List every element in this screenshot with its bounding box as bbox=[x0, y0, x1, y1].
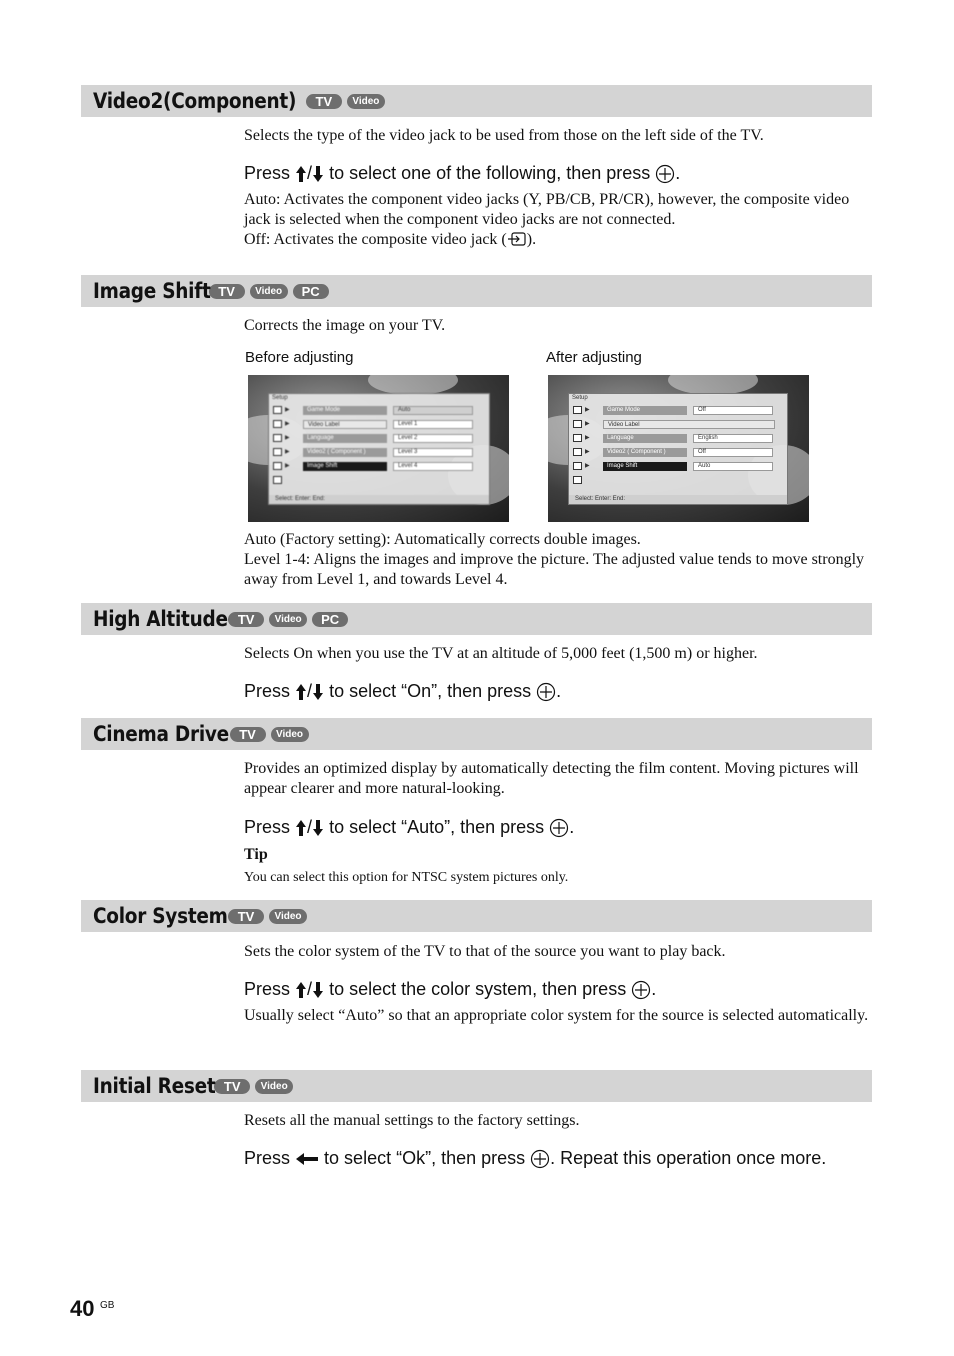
input-badges bbox=[214, 1079, 293, 1094]
section-title: Cinema Drive bbox=[93, 722, 229, 746]
section-header-cinema-drive bbox=[81, 718, 872, 750]
off-text-start: Off: Activates the composite video jack ( bbox=[244, 231, 507, 248]
video-badge: Video bbox=[347, 94, 385, 109]
enter-button-icon bbox=[530, 1147, 550, 1169]
section-note: Usually select “Auto” so that an appropriate color system for the source is selected automatically. bbox=[244, 1007, 869, 1024]
up-arrow-icon bbox=[295, 162, 307, 184]
section-title: Image Shift bbox=[93, 279, 211, 303]
instruction-text: to select the color system, then press bbox=[329, 979, 627, 1000]
setup-menu: Setup ▶ ▶ ▶ ▶ ▶ Game Mode Video Label Language Video2 ( Component ) Image Shift Auto Level 1 Level 2 Level 3 Level 4 Select: Enter: End: bbox=[268, 393, 490, 505]
section-title: Initial Reset bbox=[93, 1074, 216, 1098]
input-badges bbox=[209, 284, 329, 299]
video-badge: Video bbox=[271, 727, 309, 742]
menu-row: Image Shift bbox=[603, 462, 687, 471]
tip-text: You can select this option for NTSC system pictures only. bbox=[244, 870, 569, 885]
level-option-text: Level 1-4: Aligns the images and improve the picture. The adjusted value tends to move strongly away from Level 1, and towards Level 4. bbox=[244, 551, 865, 588]
picture-icon bbox=[273, 406, 282, 414]
off-text-end: ). bbox=[526, 231, 537, 248]
menu-option: Level 1 bbox=[393, 420, 473, 429]
page-number: 40 bbox=[70, 1296, 95, 1321]
pc-setup-icon bbox=[573, 476, 582, 484]
instruction-text: to select “Auto”, then press bbox=[329, 817, 545, 838]
press-word: Press bbox=[244, 1148, 291, 1169]
sound-icon bbox=[573, 420, 582, 428]
up-arrow-icon bbox=[295, 978, 307, 1000]
input-badges bbox=[306, 94, 385, 109]
channel-icon bbox=[573, 448, 582, 456]
tv-badge: TV bbox=[214, 1079, 250, 1094]
instruction-line bbox=[244, 162, 680, 184]
section-description: Selects On when you use the TV at an altitude of 5,000 feet (1,500 m) or higher. bbox=[244, 645, 758, 662]
tip-title: Tip bbox=[244, 846, 268, 863]
left-arrow-icon bbox=[295, 1147, 319, 1169]
section-description: Sets the color system of the TV to that of the source you want to play back. bbox=[244, 943, 726, 960]
off-option-text bbox=[244, 230, 874, 253]
menu-footer: Select: Enter: End: bbox=[269, 495, 489, 504]
up-arrow-icon bbox=[295, 680, 307, 702]
tv-badge: TV bbox=[228, 612, 264, 627]
menu-row: Video2 ( Component ) bbox=[603, 448, 687, 457]
slash: / bbox=[307, 163, 313, 184]
instruction-line bbox=[244, 978, 656, 1000]
enter-button-icon bbox=[549, 816, 569, 838]
setup-icon bbox=[573, 462, 582, 470]
enter-button-icon bbox=[655, 162, 675, 184]
period: . bbox=[569, 817, 575, 838]
pc-badge: PC bbox=[312, 612, 348, 627]
instruction-line bbox=[244, 1147, 826, 1169]
enter-button-icon bbox=[631, 978, 651, 1000]
down-arrow-icon bbox=[312, 680, 324, 702]
menu-row: Game Mode bbox=[603, 406, 687, 415]
down-arrow-icon bbox=[312, 816, 324, 838]
menu-value: Off bbox=[693, 448, 773, 457]
menu-option: Level 2 bbox=[393, 434, 473, 443]
input-badges bbox=[228, 612, 348, 627]
section-description: Corrects the image on your TV. bbox=[244, 317, 446, 334]
page-region-code: GB bbox=[100, 1300, 115, 1311]
menu-header: Setup bbox=[272, 395, 288, 401]
auto-option-text: Auto (Factory setting): Automatically corrects double images. bbox=[244, 531, 641, 548]
before-adjusting-screenshot bbox=[248, 375, 509, 522]
section-header-initial-reset bbox=[81, 1070, 872, 1102]
menu-value: Auto bbox=[693, 462, 773, 471]
menu-value: English bbox=[693, 434, 773, 443]
setup-menu: Setup ▶ ▶ ▶ ▶ ▶ Game Mode Video Label Language Video2 ( Component ) Image Shift Off English Off Auto Select: Enter: End: bbox=[568, 393, 788, 505]
tv-badge: TV bbox=[306, 94, 342, 109]
menu-header: Setup bbox=[572, 395, 588, 401]
section-description: Provides an optimized display by automatically detecting the film content. Moving pictures will appear clearer and more natural-looking. bbox=[244, 760, 859, 797]
after-adjusting-screenshot bbox=[548, 375, 809, 522]
channel-icon bbox=[273, 448, 282, 456]
period: . bbox=[651, 979, 657, 1000]
pc-setup-icon bbox=[273, 476, 282, 484]
slash: / bbox=[307, 979, 313, 1000]
section-header-video2 bbox=[81, 85, 872, 117]
down-arrow-icon bbox=[312, 978, 324, 1000]
menu-row: Video Label bbox=[303, 420, 387, 429]
up-arrow-icon bbox=[295, 816, 307, 838]
period: . bbox=[556, 681, 562, 702]
period: . bbox=[675, 163, 681, 184]
tv-badge: TV bbox=[230, 727, 266, 742]
menu-row: Game Mode bbox=[303, 406, 387, 415]
menu-value: Off bbox=[693, 406, 773, 415]
section-title: Color System bbox=[93, 904, 228, 928]
slash: / bbox=[307, 681, 313, 702]
screen-icon bbox=[573, 434, 582, 442]
press-word: Press bbox=[244, 817, 291, 838]
enter-button-icon bbox=[536, 680, 556, 702]
menu-row: Language bbox=[303, 434, 387, 443]
menu-footer: Select: Enter: End: bbox=[569, 495, 787, 504]
tv-badge: TV bbox=[228, 909, 264, 924]
input-badges bbox=[230, 727, 309, 742]
instruction-line bbox=[244, 680, 561, 702]
screen-icon bbox=[273, 434, 282, 442]
menu-option: Level 4 bbox=[393, 462, 473, 471]
instruction-text: to select “On”, then press bbox=[329, 681, 532, 702]
instruction-text: to select one of the following, then press bbox=[329, 163, 651, 184]
composite-input-icon bbox=[507, 231, 527, 253]
down-arrow-icon bbox=[312, 162, 324, 184]
section-header-color-system bbox=[81, 900, 872, 932]
section-header-image-shift bbox=[81, 275, 872, 307]
menu-option: Level 3 bbox=[393, 448, 473, 457]
menu-row: Language bbox=[603, 434, 687, 443]
menu-row: Video Label bbox=[603, 420, 775, 429]
menu-row: Video2 ( Component ) bbox=[303, 448, 387, 457]
input-badges bbox=[228, 909, 307, 924]
instruction-line bbox=[244, 816, 574, 838]
before-caption: Before adjusting bbox=[245, 349, 354, 366]
tv-badge: TV bbox=[209, 284, 245, 299]
section-header-high-altitude bbox=[81, 603, 872, 635]
setup-icon bbox=[273, 462, 282, 470]
slash: / bbox=[307, 817, 313, 838]
after-caption: After adjusting bbox=[546, 349, 642, 366]
pc-badge: PC bbox=[293, 284, 329, 299]
press-word: Press bbox=[244, 681, 291, 702]
menu-option: Auto bbox=[393, 406, 473, 415]
sound-icon bbox=[273, 420, 282, 428]
section-title: Video2(Component) bbox=[93, 89, 297, 113]
auto-option-text: Auto: Activates the component video jacks (Y, PB/CB, PR/CR), however, the composite video jack is selected when the component video jacks are not connected. bbox=[244, 191, 850, 228]
section-description: Resets all the manual settings to the factory settings. bbox=[244, 1112, 580, 1129]
instruction-tail: . Repeat this operation once more. bbox=[550, 1148, 827, 1169]
press-word: Press bbox=[244, 979, 291, 1000]
press-word: Press bbox=[244, 163, 291, 184]
instruction-text: to select “Ok”, then press bbox=[324, 1148, 526, 1169]
video-badge: Video bbox=[269, 909, 307, 924]
video-badge: Video bbox=[255, 1079, 293, 1094]
video-badge: Video bbox=[269, 612, 307, 627]
section-description: Selects the type of the video jack to be used from those on the left side of the TV. bbox=[244, 127, 764, 144]
menu-row: Image Shift bbox=[303, 462, 387, 471]
video-badge: Video bbox=[250, 284, 288, 299]
picture-icon bbox=[573, 406, 582, 414]
section-title: High Altitude bbox=[93, 607, 228, 631]
